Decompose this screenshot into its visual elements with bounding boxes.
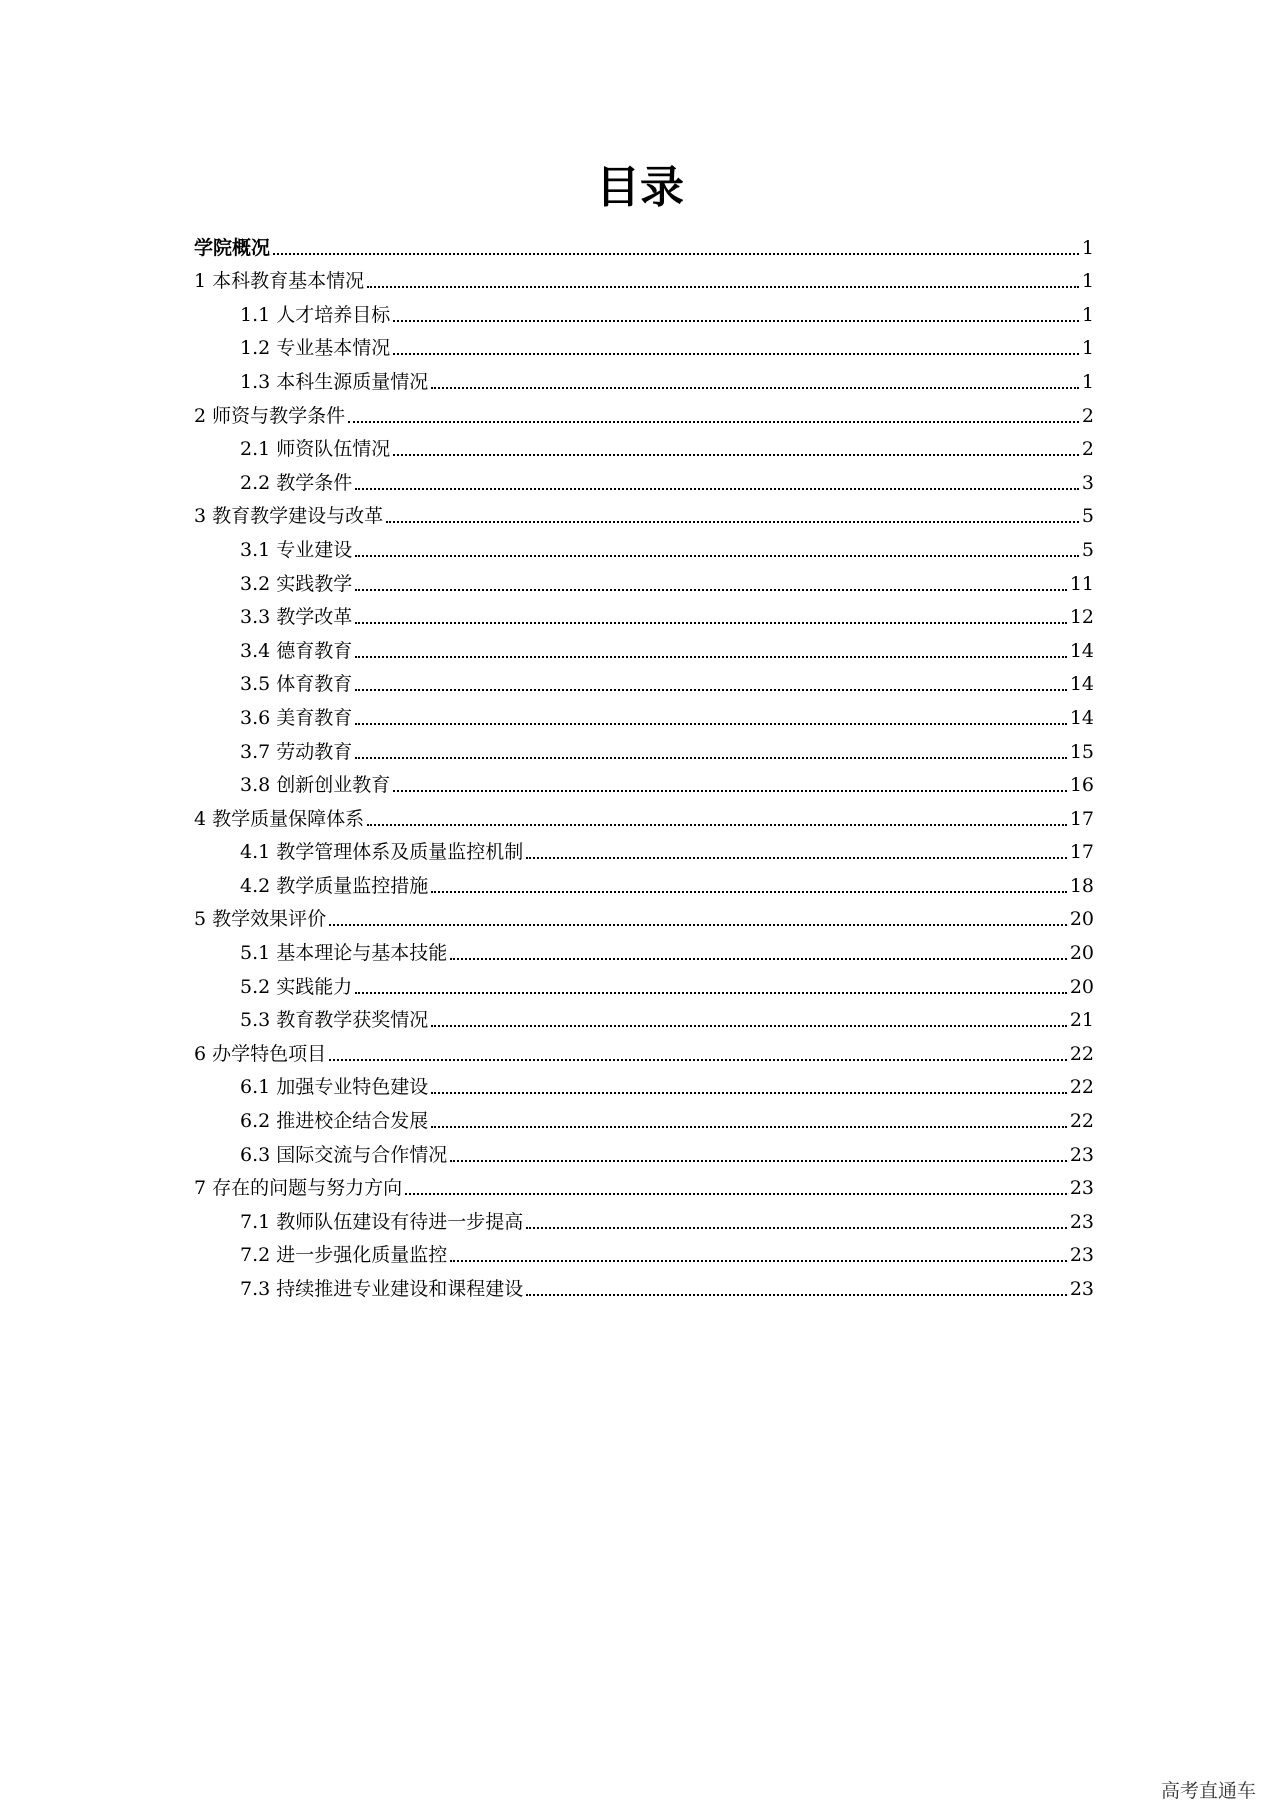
toc-entry-title: 专业建设: [276, 538, 353, 561]
toc-entry[interactable]: [194, 293, 1094, 327]
toc-entry[interactable]: [194, 360, 1094, 394]
toc-entry-number: 4: [194, 807, 207, 830]
toc-entry-page: 22: [1069, 1076, 1094, 1099]
toc-entry[interactable]: [194, 528, 1094, 562]
toc-entry-title: 实践教学: [276, 572, 353, 595]
toc-entry-number: 3.4: [240, 639, 271, 662]
toc-entry-number: 5.3: [240, 1009, 271, 1032]
toc-entry-page: 3: [1081, 471, 1094, 494]
toc-dot-leader: [393, 320, 1079, 322]
toc-entry-title: 办学特色项目: [212, 1042, 327, 1065]
toc-entry[interactable]: [194, 764, 1094, 798]
toc-entry[interactable]: [194, 1133, 1094, 1167]
toc-entry-title: 学院概况: [194, 236, 271, 259]
toc-entry-number: 3.3: [240, 606, 271, 629]
toc-entry-page: 1: [1081, 270, 1094, 293]
toc-entry-number: 3.8: [240, 774, 271, 797]
toc-entry[interactable]: [194, 260, 1094, 294]
toc-entry-page: 18: [1069, 874, 1094, 897]
toc-entry-page: 23: [1069, 1210, 1094, 1233]
toc-dot-leader: [393, 790, 1067, 792]
toc-entry-page: 23: [1069, 1278, 1094, 1300]
toc-dot-leader: [450, 1260, 1067, 1262]
toc-entry-number: 3: [194, 505, 207, 528]
toc-entry-page: 16: [1069, 774, 1094, 797]
toc-entry-page: 20: [1069, 908, 1094, 931]
toc-entry-title: 推进校企结合发展: [276, 1110, 429, 1133]
toc-entry[interactable]: [194, 965, 1094, 999]
toc-entry-number: 3.5: [240, 673, 271, 696]
toc-entry-number: 3.2: [240, 572, 271, 595]
toc-entry-number: 3.1: [240, 538, 271, 561]
toc-entry[interactable]: [194, 461, 1094, 495]
toc-entry-page: 2: [1081, 438, 1094, 461]
toc-dot-leader: [367, 286, 1079, 288]
toc-dot-leader: [450, 958, 1067, 960]
toc-entry-page: 1: [1081, 337, 1094, 360]
toc-dot-leader: [526, 1294, 1067, 1296]
toc-entry-title: 教师队伍建设有待进一步提高: [276, 1210, 524, 1233]
toc-entry-page: 23: [1069, 1143, 1094, 1166]
toc-entry-number: 1.3: [240, 370, 271, 393]
toc-entry-title: 专业基本情况: [276, 337, 391, 360]
toc-entry-number: 1.2: [240, 337, 271, 360]
toc-entry-title: 实践能力: [276, 975, 353, 998]
toc-entry-title: 人才培养目标: [276, 303, 391, 326]
toc-entry-number: 5.2: [240, 975, 271, 998]
table-of-contents: [194, 226, 1094, 1301]
toc-dot-leader: [329, 1059, 1067, 1061]
toc-dot-leader: [386, 521, 1079, 523]
toc-dot-leader: [393, 353, 1079, 355]
toc-entry[interactable]: [194, 327, 1094, 361]
toc-dot-leader: [348, 421, 1079, 423]
toc-dot-leader: [355, 656, 1067, 658]
toc-entry-title: 国际交流与合作情况: [276, 1143, 448, 1166]
toc-entry-page: 23: [1069, 1177, 1094, 1200]
toc-dot-leader: [355, 689, 1067, 691]
toc-entry-number: 7.1: [240, 1210, 271, 1233]
toc-entry-title: 进一步强化质量监控: [276, 1244, 448, 1267]
toc-entry-title: 教学改革: [276, 606, 353, 629]
toc-entry[interactable]: [194, 1234, 1094, 1268]
toc-dot-leader: [355, 757, 1067, 759]
toc-entry-page: 22: [1069, 1042, 1094, 1065]
toc-entry[interactable]: [194, 629, 1094, 663]
toc-entry[interactable]: [194, 730, 1094, 764]
toc-entry[interactable]: [194, 562, 1094, 596]
toc-entry-page: 1: [1081, 370, 1094, 393]
toc-entry[interactable]: [194, 931, 1094, 965]
toc-entry[interactable]: [194, 999, 1094, 1033]
toc-entry[interactable]: [194, 696, 1094, 730]
toc-entry-number: 6: [194, 1042, 207, 1065]
toc-entry[interactable]: [194, 1267, 1094, 1301]
toc-entry[interactable]: [194, 428, 1094, 462]
toc-entry[interactable]: [194, 864, 1094, 898]
toc-entry-page: 11: [1069, 572, 1094, 595]
toc-dot-leader: [431, 891, 1067, 893]
toc-entry-number: 6.2: [240, 1110, 271, 1133]
toc-dot-leader: [273, 253, 1079, 255]
toc-dot-leader: [329, 924, 1067, 926]
toc-entry-title: 加强专业特色建设: [276, 1076, 429, 1099]
toc-entry-title: 体育教育: [276, 673, 353, 696]
toc-entry-title: 本科生源质量情况: [276, 370, 429, 393]
toc-entry[interactable]: [194, 495, 1094, 529]
toc-dot-leader: [367, 824, 1067, 826]
toc-dot-leader: [393, 454, 1079, 456]
toc-entry[interactable]: [194, 1032, 1094, 1066]
toc-entry[interactable]: [194, 1066, 1094, 1100]
toc-entry-page: 21: [1069, 1009, 1094, 1032]
toc-entry-number: 4.2: [240, 874, 271, 897]
toc-entry[interactable]: [194, 1167, 1094, 1201]
toc-entry-number: 1: [194, 270, 207, 293]
toc-entry-page: 17: [1069, 841, 1094, 864]
toc-dot-leader: [355, 992, 1067, 994]
toc-entry-title: 存在的问题与努力方向: [212, 1177, 403, 1200]
toc-entry-number: 4.1: [240, 841, 271, 864]
toc-entry-page: 20: [1069, 975, 1094, 998]
toc-entry[interactable]: [194, 797, 1094, 831]
toc-entry-title: 教学条件: [276, 471, 353, 494]
page-title: 目录: [596, 162, 684, 213]
watermark: 高考直通车: [1160, 1780, 1256, 1802]
toc-entry-title: 美育教育: [276, 706, 353, 729]
toc-entry-page: 17: [1069, 807, 1094, 830]
toc-entry-title: 基本理论与基本技能: [276, 942, 448, 965]
toc-entry[interactable]: [194, 226, 1094, 260]
toc-entry-number: 6.1: [240, 1076, 271, 1099]
toc-entry-title: 德育教育: [276, 639, 353, 662]
toc-entry-title: 持续推进专业建设和课程建设: [276, 1278, 524, 1300]
toc-entry-page: 14: [1069, 706, 1094, 729]
toc-entry-number: 2.1: [240, 438, 271, 461]
toc-entry-title: 本科教育基本情况: [212, 270, 365, 293]
toc-entry-page: 5: [1081, 505, 1094, 528]
toc-entry-number: 5.1: [240, 942, 271, 965]
toc-entry-page: 14: [1069, 673, 1094, 696]
toc-entry[interactable]: [194, 1099, 1094, 1133]
toc-dot-leader: [355, 589, 1067, 591]
toc-entry[interactable]: [194, 663, 1094, 697]
toc-entry-page: 1: [1081, 236, 1094, 259]
toc-dot-leader: [355, 622, 1067, 624]
toc-entry-title: 教学效果评价: [212, 908, 327, 931]
toc-entry-title: 师资队伍情况: [276, 438, 391, 461]
toc-entry-title: 教学质量监控措施: [276, 874, 429, 897]
toc-entry-page: 12: [1069, 606, 1094, 629]
toc-dot-leader: [431, 387, 1079, 389]
toc-dot-leader: [526, 857, 1067, 859]
toc-entry-number: 3.7: [240, 740, 271, 763]
toc-entry[interactable]: [194, 831, 1094, 865]
toc-dot-leader: [355, 723, 1067, 725]
toc-entry-number: 1.1: [240, 303, 271, 326]
toc-entry-title: 师资与教学条件: [212, 404, 346, 427]
toc-entry-page: 22: [1069, 1110, 1094, 1133]
toc-entry-page: 15: [1069, 740, 1094, 763]
toc-entry-page: 2: [1081, 404, 1094, 427]
toc-dot-leader: [431, 1092, 1067, 1094]
toc-entry-page: 1: [1081, 303, 1094, 326]
toc-entry-page: 5: [1081, 538, 1094, 561]
toc-entry-title: 教学管理体系及质量监控机制: [276, 841, 524, 864]
toc-dot-leader: [450, 1160, 1067, 1162]
toc-entry[interactable]: [194, 898, 1094, 932]
toc-entry-page: 23: [1069, 1244, 1094, 1267]
toc-entry-title: 创新创业教育: [276, 774, 391, 797]
toc-dot-leader: [431, 1126, 1067, 1128]
toc-entry-title: 劳动教育: [276, 740, 353, 763]
toc-dot-leader: [405, 1193, 1067, 1195]
toc-entry-title: 教育教学获奖情况: [276, 1009, 429, 1032]
toc-entry[interactable]: [194, 1200, 1094, 1234]
toc-entry-number: 2.2: [240, 471, 271, 494]
toc-entry-page: 20: [1069, 942, 1094, 965]
toc-entry-number: 7.3: [240, 1278, 271, 1300]
toc-entry-number: 7.2: [240, 1244, 271, 1267]
toc-entry-number: 2: [194, 404, 207, 427]
toc-entry[interactable]: [194, 596, 1094, 630]
toc-entry-number: 5: [194, 908, 207, 931]
toc-entry-number: 7: [194, 1177, 207, 1200]
toc-dot-leader: [526, 1227, 1067, 1229]
toc-dot-leader: [355, 555, 1079, 557]
toc-entry[interactable]: [194, 394, 1094, 428]
toc-entry-page: 14: [1069, 639, 1094, 662]
toc-entry-number: 3.6: [240, 706, 271, 729]
toc-entry-title: 教学质量保障体系: [212, 807, 365, 830]
toc-dot-leader: [431, 1025, 1067, 1027]
toc-entry-title: 教育教学建设与改革: [212, 505, 384, 528]
toc-entry-number: 6.3: [240, 1143, 271, 1166]
toc-dot-leader: [355, 488, 1079, 490]
